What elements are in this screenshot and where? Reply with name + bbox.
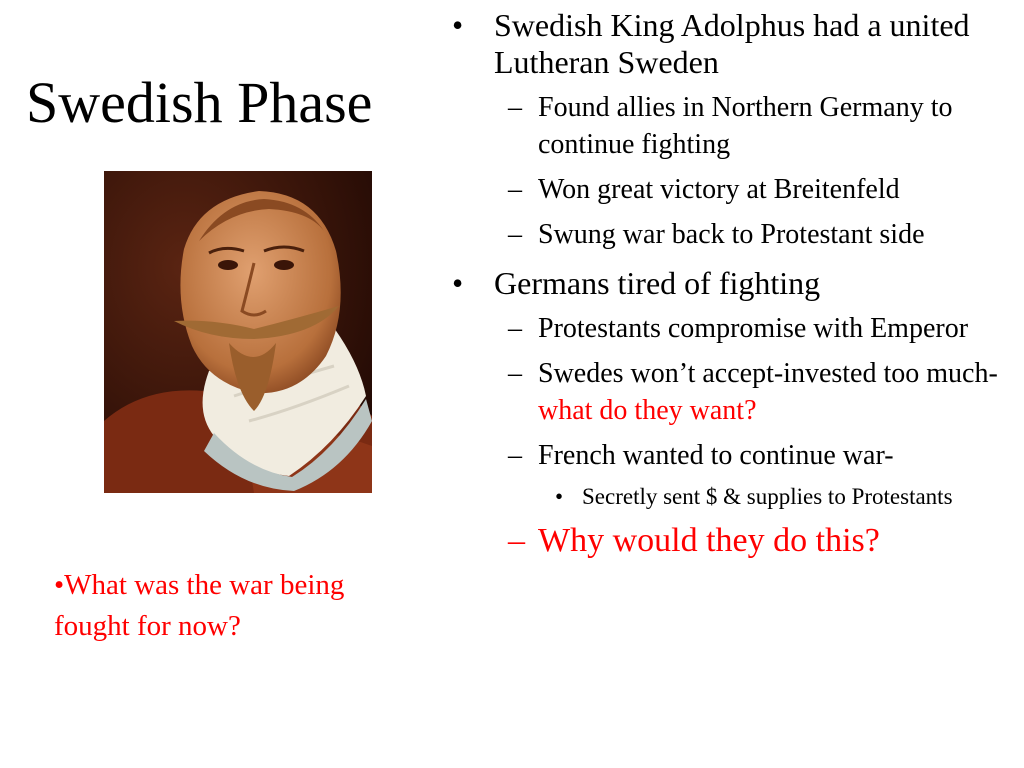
sub-bullet-french — [508, 437, 1020, 474]
bullet-germans-tired — [452, 265, 1020, 302]
dash-marker: – — [508, 522, 525, 559]
sub-bullet-swedes — [508, 355, 1020, 429]
bullet-text: Swedish King Adolphus had a united Lutheran Sweden — [494, 7, 970, 80]
slide-title: Swedish Phase — [26, 70, 373, 135]
sub-sub-bullet-text: Secretly sent $ & supplies to Protestants — [582, 484, 953, 509]
sub-bullet-why — [508, 521, 1020, 561]
sub-bullet-question: what do they want? — [538, 395, 757, 426]
sub-bullet-text: Swung war back to Protestant side — [538, 219, 925, 250]
sub-sub-bullet-supplies — [555, 481, 1020, 512]
sub-bullet-text: Swedes won’t accept-invested too much- — [538, 358, 998, 389]
bullet-list — [452, 0, 1020, 561]
sub-bullet-allies — [508, 89, 1020, 163]
bullet-marker: • — [452, 265, 464, 301]
bullet-swedish-king — [452, 7, 1020, 81]
dash-marker: – — [508, 174, 522, 205]
sub-bullet-text: Won great victory at Breitenfeld — [538, 174, 900, 205]
sub-bullet-text: French wanted to continue war- — [538, 440, 894, 471]
sub-bullet-breitenfeld — [508, 171, 1020, 208]
sub-bullet-protestant-side — [508, 216, 1020, 253]
side-question: •What was the war being fought for now? — [54, 569, 345, 642]
dash-marker: – — [508, 219, 522, 250]
sub-bullet-text: Protestants compromise with Emperor — [538, 313, 969, 344]
bullet-marker: • — [555, 484, 564, 509]
bullet-marker: • — [452, 7, 464, 43]
dash-marker: – — [508, 313, 522, 344]
sub-bullet-text: Found allies in Northern Germany to continue fighting — [538, 92, 953, 160]
bullet-text: Germans tired of fighting — [494, 265, 821, 301]
sub-bullet-compromise — [508, 310, 1020, 347]
dash-marker: – — [508, 92, 522, 123]
king-portrait-image — [104, 171, 372, 493]
dash-marker: – — [508, 358, 522, 389]
sub-bullet-text: Why would they do this? — [538, 522, 880, 559]
dash-marker: – — [508, 440, 522, 471]
